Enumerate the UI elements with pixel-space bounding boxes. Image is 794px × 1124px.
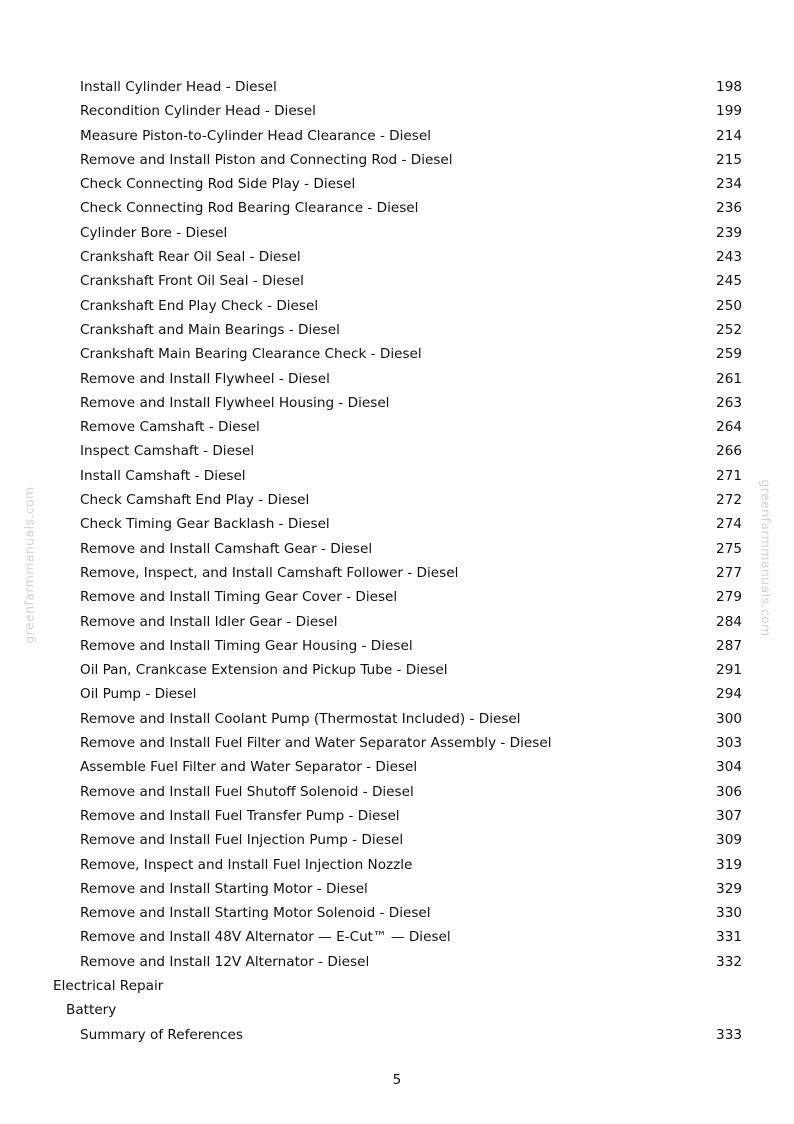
toc-entry-page: 279 [716,589,742,606]
toc-entry-title: Remove and Install Timing Gear Cover - Diesel [80,589,398,606]
toc-entry-title: Install Cylinder Head - Diesel [80,79,277,95]
toc-entry-page: 199 [716,103,742,120]
toc-entry-page: 198 [716,79,742,95]
toc-entry[interactable] [0,512,794,536]
toc-entry-page: 333 [716,1026,742,1043]
toc-entry-page: 277 [716,564,742,581]
toc-entry-title: Remove, Inspect, and Install Camshaft Follower - Diesel [80,564,459,581]
toc-entry[interactable] [0,488,794,512]
toc-entries [0,75,794,974]
toc-entry-page: 250 [716,297,742,314]
toc-entry-title: Crankshaft Rear Oil Seal - Diesel [80,249,301,266]
toc-entry-title: Assemble Fuel Filter and Water Separator - Diesel [80,759,418,776]
toc-entry-title: Remove and Install Fuel Filter and Water Separator Assembly - Diesel [80,735,552,752]
toc-entry-page: 319 [716,856,742,873]
toc-entry-page: 274 [716,516,742,533]
toc-entry-page: 331 [716,929,742,946]
toc-entry[interactable] [0,610,794,634]
toc-entry[interactable] [0,196,794,220]
toc-entry-page: 272 [716,492,742,509]
toc-entry-title: Remove and Install 12V Alternator - Diesel [80,953,370,970]
toc-entry[interactable] [0,901,794,925]
watermark-left: greenfarmmanuals.com [21,486,37,644]
toc-entry[interactable] [0,221,794,245]
toc-entry-page: 215 [716,151,742,168]
toc-entry-title: Check Connecting Rod Side Play - Diesel [80,176,356,193]
toc-entry-title: Crankshaft Main Bearing Clearance Check - Diesel [80,346,422,363]
toc-entry-page: 330 [716,905,742,922]
toc-entry[interactable] [0,950,794,974]
toc-entry-title: Remove and Install Fuel Injection Pump - Diesel [80,832,404,849]
toc-entry-title: Oil Pan, Crankcase Extension and Pickup Tube - Diesel [80,662,448,679]
toc-entry-page: 332 [716,953,742,970]
toc-entry-title: Recondition Cylinder Head - Diesel [80,103,316,120]
toc-entry-page: 239 [716,224,742,241]
toc-entry[interactable] [0,294,794,318]
toc-entry[interactable] [0,367,794,391]
toc-entry[interactable] [0,342,794,366]
toc-section-electrical-repair[interactable] [0,974,794,998]
toc-entry-title: Remove, Inspect and Install Fuel Injection Nozzle [80,856,413,873]
toc-entry[interactable] [0,780,794,804]
toc-entry[interactable] [0,755,794,779]
toc-subsection-battery[interactable] [0,998,794,1022]
toc-entry-title: Remove and Install Piston and Connecting Rod - Diesel [80,151,453,168]
toc-entry-page: 236 [716,200,742,217]
toc-entry[interactable] [0,75,794,99]
toc-entry-page: 214 [716,127,742,144]
toc-entry-title: Remove and Install Starting Motor Solenoid - Diesel [80,905,431,922]
toc-entry-title: Remove and Install Flywheel Housing - Diesel [80,394,390,411]
toc-entry-title: Oil Pump - Diesel [80,686,197,703]
toc-entry-page: 264 [716,419,742,436]
toc-entry[interactable] [0,99,794,123]
toc-entry-page: 287 [716,637,742,654]
toc-entry-page: 266 [716,443,742,460]
toc-entry[interactable] [0,707,794,731]
toc-entry-title: Remove and Install Starting Motor - Diesel [80,880,368,897]
toc-entry-title: Check Timing Gear Backlash - Diesel [80,516,330,533]
toc-entry[interactable] [0,124,794,148]
toc-entry-page: 234 [716,176,742,193]
toc-entry[interactable] [0,318,794,342]
toc-entry-title: Check Camshaft End Play - Diesel [80,492,310,509]
toc-entry-title: Crankshaft End Play Check - Diesel [80,297,319,314]
watermark-right: greenfarmmanuals.com [758,479,774,637]
toc-entry-page: 252 [716,321,742,338]
toc-entry-page: 303 [716,735,742,752]
toc-entry-page: 306 [716,783,742,800]
toc-entry-page: 291 [716,662,742,679]
toc-entry[interactable] [0,391,794,415]
toc-entry[interactable] [0,172,794,196]
toc-entry[interactable] [0,439,794,463]
toc-entry-title: Measure Piston-to-Cylinder Head Clearance - Diesel [80,127,432,144]
toc-entry-page: 263 [716,394,742,411]
toc-entry[interactable] [0,828,794,852]
toc-entry-page: 304 [716,759,742,776]
toc-entry-page: 307 [716,807,742,824]
toc-entry[interactable] [0,464,794,488]
toc-entry-page: 329 [716,880,742,897]
toc-entry-page: 261 [716,370,742,387]
toc-entry[interactable] [0,877,794,901]
toc-entry[interactable] [0,634,794,658]
toc-entry[interactable] [0,245,794,269]
toc-entry-page: 294 [716,686,742,703]
toc-entry-title: Remove and Install Flywheel - Diesel [80,370,330,387]
toc-entry[interactable] [0,682,794,706]
toc-entry-title: Remove and Install Camshaft Gear - Diesel [80,540,373,557]
toc-entry-page: 259 [716,346,742,363]
toc-entry-title: Remove and Install Fuel Transfer Pump - Diesel [80,807,400,824]
toc-entry-title: Remove and Install Fuel Shutoff Solenoid - Diesel [80,783,414,800]
toc-entry-title: Remove and Install Coolant Pump (Thermostat Included) - Diesel [80,710,521,727]
toc-entry-title: Install Camshaft - Diesel [80,467,246,484]
toc-entry[interactable] [0,269,794,293]
toc-entry-title: Remove Camshaft - Diesel [80,419,260,436]
toc-entry-title: Crankshaft Front Oil Seal - Diesel [80,273,304,290]
toc-entry[interactable] [0,148,794,172]
toc-subsection-title: Battery [66,1002,117,1019]
toc-entry-page: 300 [716,710,742,727]
toc-entry-title: Remove and Install 48V Alternator — E-Cut™ — Diesel [80,929,451,946]
toc-entry-page: 275 [716,540,742,557]
toc-entry-page: 309 [716,832,742,849]
toc-entry[interactable] [0,731,794,755]
toc-entry-title: Check Connecting Rod Bearing Clearance - Diesel [80,200,419,217]
toc-entry-title: Cylinder Bore - Diesel [80,224,228,241]
toc-entry-page: 271 [716,467,742,484]
table-of-contents [0,75,794,1047]
toc-entry[interactable] [0,561,794,585]
toc-entry[interactable] [0,804,794,828]
toc-entry-page: 243 [716,249,742,266]
toc-entry[interactable] [0,537,794,561]
toc-entry-title: Remove and Install Timing Gear Housing - Diesel [80,637,413,654]
toc-entry-title: Summary of References [80,1026,243,1043]
toc-entry-title: Inspect Camshaft - Diesel [80,443,255,460]
toc-entry-page: 284 [716,613,742,630]
toc-entry-page: 245 [716,273,742,290]
toc-entry[interactable] [0,585,794,609]
toc-entry[interactable] [0,658,794,682]
toc-entry-title: Remove and Install Idler Gear - Diesel [80,613,338,630]
page-number: 5 [392,1072,402,1088]
toc-entry-title: Crankshaft and Main Bearings - Diesel [80,321,340,338]
toc-entry-summary-of-references[interactable] [0,1023,794,1047]
toc-entry[interactable] [0,415,794,439]
toc-section-title: Electrical Repair [53,977,164,994]
toc-entry[interactable] [0,925,794,949]
toc-entry[interactable] [0,853,794,877]
